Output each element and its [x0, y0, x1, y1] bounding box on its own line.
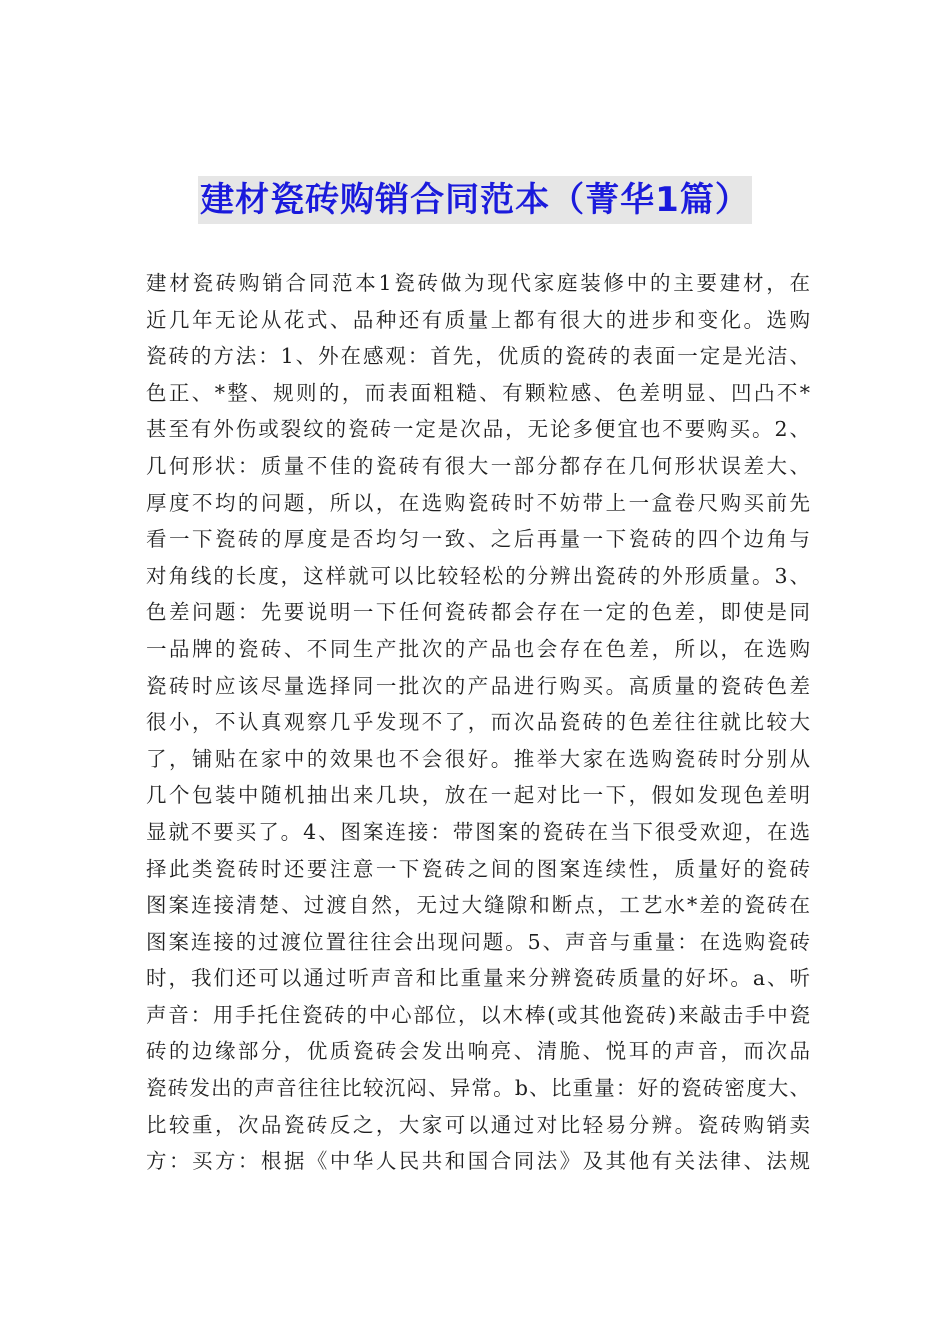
body-line: 声音：用手托住瓷砖的中心部位，以木棒(或其他瓷砖)来敲击手中瓷 — [146, 1002, 810, 1027]
body-line: 图案连接清楚、过渡自然，无过大缝隙和断点，工艺水*差的瓷砖在 — [146, 893, 810, 918]
body-line: 了，铺贴在家中的效果也不会很好。推举大家在选购瓷砖时分别从 — [146, 746, 810, 771]
body-line: 瓷砖时应该尽量选择同一批次的产品进行购买。高质量的瓷砖色差 — [146, 673, 810, 698]
body-line: 色正、*整、规则的，而表面粗糙、有颗粒感、色差明显、凹凸不* — [146, 380, 810, 405]
body-line: 方：买方：根据《中华人民共和国合同法》及其他有关法律、法规 — [146, 1149, 810, 1174]
body-line: 近几年无论从花式、品种还有质量上都有很大的进步和变化。选购 — [146, 307, 810, 332]
body-line: 对角线的长度，这样就可以比较轻松的分辨出瓷砖的外形质量。3、 — [146, 563, 810, 588]
body-line: 时，我们还可以通过听声音和比重量来分辨瓷砖质量的好坏。a、听 — [146, 966, 810, 991]
body-line: 图案连接的过渡位置往往会出现问题。5、声音与重量：在选购瓷砖 — [146, 929, 810, 954]
document-title: 建材瓷砖购销合同范本（菁华1篇） — [198, 176, 752, 224]
document-body — [146, 265, 810, 1180]
body-line: 显就不要买了。4、图案连接：带图案的瓷砖在当下很受欢迎，在选 — [146, 819, 810, 844]
body-line: 建材瓷砖购销合同范本1瓷砖做为现代家庭装修中的主要建材，在 — [146, 271, 810, 295]
body-line: 几个包装中随机抽出来几块，放在一起对比一下，假如发现色差明 — [146, 783, 810, 808]
body-line: 厚度不均的问题，所以，在选购瓷砖时不妨带上一盒卷尺购买前先 — [146, 490, 810, 515]
body-line: 比较重，次品瓷砖反之，大家可以通过对比轻易分辨。瓷砖购销卖 — [146, 1112, 810, 1137]
body-line: 看一下瓷砖的厚度是否均匀一致、之后再量一下瓷砖的四个边角与 — [146, 527, 810, 552]
body-line: 甚至有外伤或裂纹的瓷砖一定是次品，无论多便宜也不要购买。2、 — [146, 417, 810, 442]
body-line: 瓷砖的方法：1、外在感观：首先，优质的瓷砖的表面一定是光洁、 — [146, 344, 810, 369]
body-line: 瓷砖发出的声音往往比较沉闷、异常。b、比重量：好的瓷砖密度大、 — [146, 1076, 810, 1101]
body-line: 色差问题：先要说明一下任何瓷砖都会存在一定的色差，即使是同 — [146, 600, 810, 625]
body-line: 砖的边缘部分，优质瓷砖会发出响亮、清脆、悦耳的声音，而次品 — [146, 1039, 810, 1064]
body-line: 几何形状：质量不佳的瓷砖有很大一部分都存在几何形状误差大、 — [146, 453, 810, 478]
body-line: 很小，不认真观察几乎发现不了，而次品瓷砖的色差往往就比较大 — [146, 710, 810, 735]
body-line: 择此类瓷砖时还要注意一下瓷砖之间的图案连续性，质量好的瓷砖 — [146, 856, 810, 881]
title-container — [0, 176, 950, 224]
body-line: 一品牌的瓷砖、不同生产批次的产品也会存在色差，所以，在选购 — [146, 636, 810, 661]
